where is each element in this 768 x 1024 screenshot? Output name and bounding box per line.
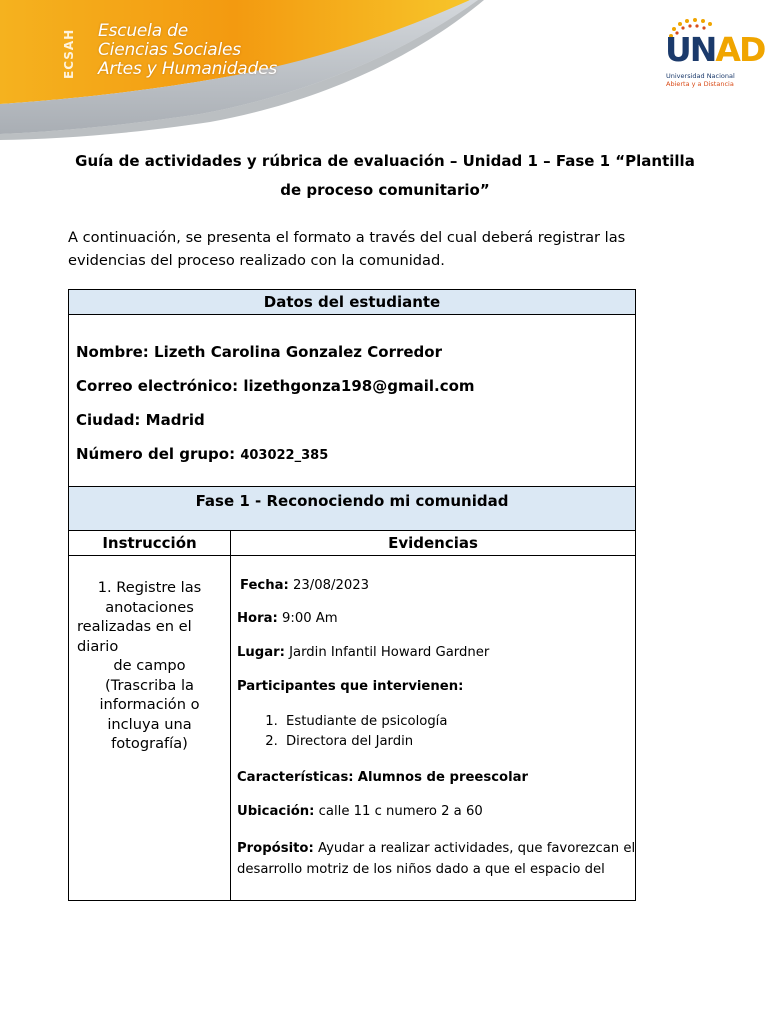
logo-subtitle-line1: Universidad Nacional: [666, 72, 735, 80]
instruction-line: 1. Registre las: [97, 579, 202, 596]
school-acronym: ECSAH: [62, 28, 76, 80]
community-process-table: [68, 289, 636, 901]
document-title-line: de proceso comunitario”: [280, 181, 490, 199]
student-data-cell: [69, 315, 636, 487]
evidence-date-label: Fecha:: [240, 578, 289, 593]
instruction-line: fotografía): [111, 735, 188, 752]
characteristics-value: Alumnos de preescolar: [357, 770, 528, 785]
evidence-time: [237, 611, 635, 626]
student-email-row: [76, 369, 635, 403]
logo-wordmark: [665, 30, 764, 69]
instruction-line: (Trascriba la: [105, 676, 194, 694]
phase-heading: Fase 1 - Reconociendo mi comunidad: [69, 487, 636, 531]
school-name-line: Escuela de: [98, 21, 188, 41]
document-header: [0, 0, 768, 140]
evidence-place-value: Jardin Infantil Howard Gardner: [289, 645, 490, 660]
student-city-value: Madrid: [145, 411, 205, 429]
intro-line: A continuación, se presenta el formato a través del cual deberá registrar las: [68, 229, 626, 246]
instruction-line: información o: [99, 696, 200, 713]
instruction-line: anotaciones: [105, 598, 194, 616]
student-heading: Datos del estudiante: [69, 290, 636, 315]
column-header-row: [69, 531, 636, 556]
phase-heading-row: [69, 487, 636, 531]
student-city-label: Ciudad:: [76, 411, 141, 429]
participant-item: 2. Directora del Jardin: [282, 732, 635, 752]
evidence-place: [237, 645, 635, 660]
location-label: Ubicación:: [237, 804, 315, 819]
school-name: [98, 22, 277, 79]
participant-item: 1. Estudiante de psicología: [282, 712, 635, 732]
evidence-participants-label: [237, 679, 635, 694]
evidence-purpose: [237, 838, 635, 859]
evidence-time-label: Hora:: [237, 611, 278, 626]
instruction-line: incluya una: [107, 715, 192, 733]
intro-paragraph: [68, 226, 668, 272]
student-email-label: Correo electrónico:: [76, 377, 239, 395]
participants-list: [237, 712, 635, 752]
evidence-date: [237, 578, 635, 593]
instruction-line: diario: [77, 637, 119, 655]
logo-subtitle-line2: Abierta y a Distancia: [666, 80, 734, 88]
purpose-label: Propósito:: [237, 841, 314, 856]
evidence-characteristics: [237, 770, 635, 785]
logo-word-accent: AD: [715, 30, 765, 69]
school-name-line: Artes y Humanidades: [98, 59, 278, 79]
logo-word-main: UN: [665, 30, 716, 69]
participants-label: Participantes que intervienen:: [237, 679, 464, 694]
student-data-row: [69, 315, 636, 487]
evidence-time-value: 9:00 Am: [281, 611, 338, 626]
intro-line: evidencias del proceso realizado con la comunidad.: [68, 252, 445, 269]
student-city-row: [76, 403, 635, 437]
document-title: [60, 147, 710, 205]
evidence-place-label: Lugar:: [237, 645, 285, 660]
instruction-column-header: Instrucción: [69, 531, 231, 556]
logo-subtitle: [666, 72, 735, 88]
evidence-column-header: Evidencias: [231, 531, 636, 556]
evidence-purpose-continued: desarrollo motriz de los niños dado a que el espacio del: [237, 862, 605, 877]
student-group-label: Número del grupo:: [76, 445, 236, 463]
student-group-value: 403022_385: [240, 448, 329, 463]
student-email-value: lizethgonza198@gmail.com: [243, 377, 475, 395]
student-name-value: Lizeth Carolina Gonzalez Corredor: [154, 343, 442, 361]
school-name-line: Ciencias Sociales: [98, 40, 241, 60]
student-name-row: [76, 335, 635, 369]
instruction-line: realizadas en el: [77, 618, 192, 635]
document-title-line: Guía de actividades y rúbrica de evaluación – Unidad 1 – Fase 1 “Plantilla: [75, 152, 695, 170]
evidence-location: [237, 804, 635, 819]
student-name-label: Nombre:: [76, 343, 149, 361]
student-heading-row: [69, 290, 636, 315]
instruction-line: de campo: [113, 657, 186, 674]
unad-logo: [662, 18, 765, 94]
location-value: calle 11 c numero 2 a 60: [318, 804, 483, 819]
student-group-row: [76, 437, 635, 471]
instruction-cell: [69, 556, 231, 901]
purpose-text-line1: Ayudar a realizar actividades, que favorezcan el: [317, 841, 636, 856]
characteristics-label: Características:: [237, 770, 354, 785]
instruction-evidence-row: [69, 556, 636, 901]
evidence-cell: [231, 556, 636, 901]
evidence-date-value: 23/08/2023: [293, 578, 370, 593]
